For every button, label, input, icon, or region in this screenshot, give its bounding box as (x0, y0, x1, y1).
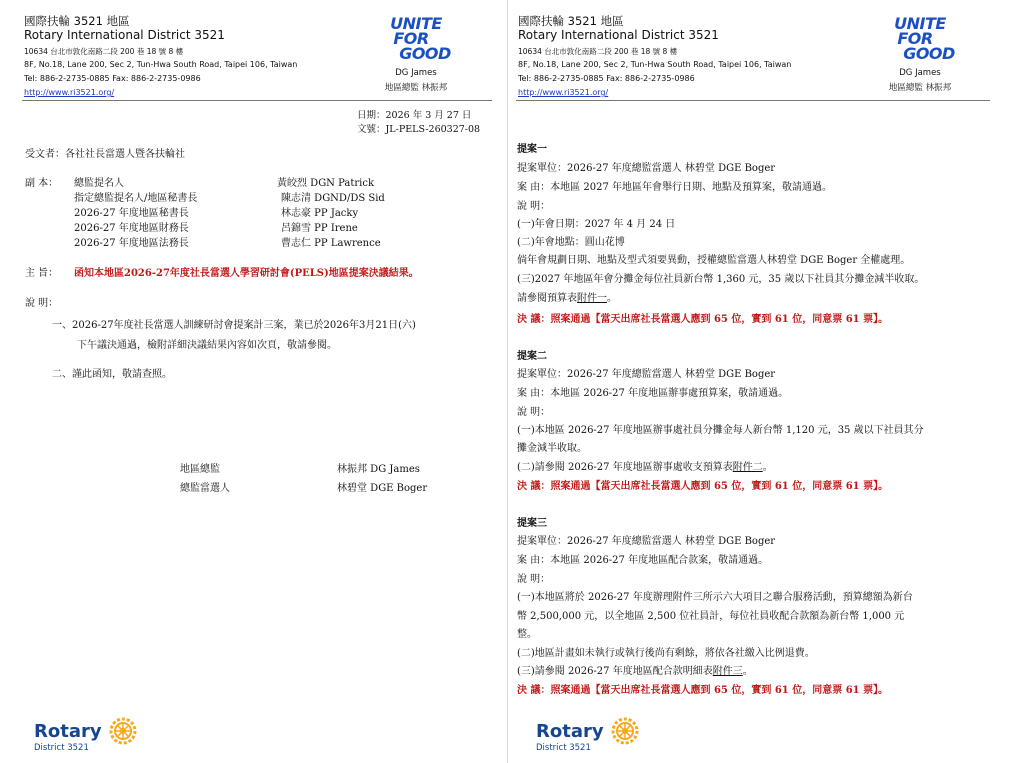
logo-line-2: FOR (897, 29, 933, 48)
sign-name-1: 林振邦 DG James (337, 464, 420, 475)
district-en-title: Rotary International District 3521 (24, 28, 225, 42)
cc-role-4: 2026-27 年度地區財務長 (74, 223, 189, 234)
logo-line-2: FOR (393, 29, 429, 48)
rotary-district: District 3521 (536, 743, 591, 753)
proposal-3-line-1: (一)本地區將於 2026-27 年度辦理附件三所示六大項目之聯合服務活動，預算總額為新台 (517, 592, 913, 603)
proposal-2-case: 案 由：本地區 2026-27 年度地區辦事處預算案，敬請通過。 (517, 388, 789, 399)
proposal-2-line-1: (一)本地區 2026-27 年度地區辦事處社員分攤金每人新台幣 1,120 元，35 歲以下社員其分 (517, 425, 924, 436)
proposal-3-explain: 說 明： (517, 574, 551, 585)
explain-item-1b: 下午議決通過，檢附詳細決議結果內容如次頁，敬請參閱。 (77, 340, 337, 351)
letterhead (24, 14, 297, 100)
proposal-3-title: 提案三 (517, 518, 547, 529)
header-divider (516, 100, 990, 101)
district-zh-title: 國際扶輪 3521 地區 (518, 14, 624, 28)
cc-role-1: 總監提名人 (74, 178, 124, 189)
proposal-3-resolution: 決 議：照案通過【當天出席社長當選人應到 65 位，實到 61 位，同意票 61 票】。 (517, 685, 889, 696)
district-en-title: Rotary International District 3521 (518, 28, 719, 42)
subject-text: 函知本地區2026-27年度社長當選人學習研討會(PELS)地區提案決議結果。 (74, 268, 419, 279)
proposal-1-resolution: 決 議：照案通過【當天出席社長當選人應到 65 位，實到 61 位，同意票 61 票】。 (517, 314, 889, 325)
logo-wordmark (870, 16, 970, 61)
district-zh-title: 國際扶輪 3521 地區 (24, 14, 130, 28)
unite-for-good-logo (870, 16, 970, 93)
cc-role-3: 2026-27 年度地區秘書長 (74, 208, 189, 219)
proposal-2-line-2: 攤金減半收取。 (517, 443, 587, 454)
governor-zh: 地區總監 林振邦 (888, 83, 952, 93)
proposal-2-explain: 說 明： (517, 407, 551, 418)
proposal-1-unit: 提案單位：2026-27 年度總監當選人 林碧堂 DGE Boger (517, 163, 776, 174)
website-link[interactable]: http://www.ri3521.org/ (518, 88, 609, 97)
logo-line-1: UNITE (390, 14, 442, 33)
cc-label: 副 本： (25, 178, 59, 189)
cc-name-5: 曹志仁 PP Lawrence (281, 238, 381, 249)
logo-line-1: UNITE (894, 14, 946, 33)
logo-line-3: GOOD (399, 44, 451, 63)
unite-for-good-logo (366, 16, 466, 93)
letter-date: 日期：2026 年 3 月 27 日 (357, 110, 472, 121)
recipient: 受文者：各社社長當選人暨各扶輪社 (25, 149, 185, 160)
address-en: 8F, No.18, Lane 200, Sec 2, Tun-Hwa South Road, Taipei 106, Taiwan (24, 60, 298, 69)
sign-title-1: 地區總監 (180, 464, 220, 475)
proposal-3-line-2: 幣 2,500,000 元，以全地區 2,500 位社員計，每位社員收配合款額為新台幣 1,000 元 (517, 611, 905, 622)
rotary-district: District 3521 (34, 743, 89, 753)
cc-name-2: 陳志清 DGND/DS Sid (281, 193, 385, 204)
subject-label: 主 旨： (25, 268, 59, 279)
sign-title-2: 總監當選人 (180, 483, 230, 494)
proposal-3-line-4: (二)地區計畫如未執行或執行後尚有剩餘，將依各社繳入比例退費。 (517, 648, 815, 659)
governor-en: DG James (395, 68, 437, 78)
proposal-1-line-2: (二)年會地點：圓山花博 (517, 237, 625, 248)
explain-item-1a: 一、2026-27年度社長當選人訓練研討會提案計三案，業已於2026年3月21日(六) (52, 320, 416, 331)
address-en: 8F, No.18, Lane 200, Sec 2, Tun-Hwa South Road, Taipei 106, Taiwan (518, 60, 792, 69)
explain-item-2: 二、謹此函知，敬請查照。 (52, 369, 172, 380)
proposal-2-resolution: 決 議：照案通過【當天出席社長當選人應到 65 位，實到 61 位，同意票 61 票】。 (517, 481, 889, 492)
explain-label: 說 明： (25, 298, 59, 309)
rotary-wordmark: Rotary (34, 720, 102, 742)
rotary-wheel-icon (109, 717, 137, 745)
cc-role-5: 2026-27 年度地區法務長 (74, 238, 189, 249)
letter-page-1 (0, 0, 506, 763)
cc-name-4: 呂錦雪 PP Irene (281, 223, 358, 234)
contact-tel-fax: Tel: 886-2-2735-0885 Fax: 886-2-2735-0986 (518, 74, 695, 83)
proposal-1-case: 案 由：本地區 2027 年地區年會舉行日期、地點及預算案，敬請通過。 (517, 182, 832, 193)
rotary-logo (34, 717, 137, 753)
proposal-1-explain: 說 明： (517, 201, 551, 212)
proposal-3-line-3: 整。 (517, 629, 537, 640)
sign-name-2: 林碧堂 DGE Boger (337, 483, 428, 494)
contact-tel-fax: Tel: 886-2-2735-0885 Fax: 886-2-2735-0986 (24, 74, 201, 83)
attachment-3-link[interactable]: 附件三 (712, 666, 743, 677)
proposal-3-line-5: (三)請參閱 2026-27 年度地區配合款明細表附件三。 (517, 666, 753, 677)
proposal-1-line-4: (三)2027 年地區年會分攤金每位社員新台幣 1,360 元，35 歲以下社員其分攤金減半收取。 (517, 274, 925, 285)
rotary-wordmark: Rotary (536, 720, 604, 742)
letter-ref-number: 文號：JL-PELS-260327-08 (357, 124, 481, 135)
logo-wordmark (366, 16, 466, 61)
website-link[interactable]: http://www.ri3521.org/ (24, 88, 115, 97)
proposal-1-line-5: 請參閱預算表附件一。 (517, 293, 617, 304)
proposal-1-line-3: 倘年會規劃日期、地點及型式須要異動，授權總監當選人林碧堂 DGE Boger 全權處理。 (517, 255, 911, 266)
letterhead (518, 14, 791, 100)
governor-zh: 地區總監 林振邦 (384, 83, 448, 93)
proposal-3-case: 案 由：本地區 2026-27 年度地區配合款案，敬請通過。 (517, 555, 769, 566)
cc-role-2: 指定總監提名人/地區秘書長 (74, 193, 198, 204)
cc-name-1: 黃皎烈 DGN Patrick (277, 178, 375, 189)
address-zh: 10634 台北市敦化南路二段 200 巷 18 號 8 樓 (518, 47, 678, 56)
logo-line-3: GOOD (903, 44, 955, 63)
letter-page-2 (512, 0, 1018, 763)
cc-name-3: 林志豪 PP Jacky (281, 208, 359, 219)
rotary-wheel-icon (611, 717, 639, 745)
proposal-2-line-3: (二)請參閱 2026-27 年度地區辦事處收支預算表附件二。 (517, 462, 773, 473)
attachment-1-link[interactable]: 附件一 (577, 293, 607, 304)
proposal-1-line-1: (一)年會日期：2027 年 4 月 24 日 (517, 219, 676, 230)
proposal-2-unit: 提案單位：2026-27 年度總監當選人 林碧堂 DGE Boger (517, 369, 776, 380)
attachment-2-link[interactable]: 附件二 (732, 462, 763, 473)
proposal-2-title: 提案二 (517, 351, 547, 362)
proposal-3-unit: 提案單位：2026-27 年度總監當選人 林碧堂 DGE Boger (517, 536, 776, 547)
page-separator (507, 0, 508, 763)
governor-en: DG James (899, 68, 941, 78)
header-divider (22, 100, 492, 101)
proposal-1-title: 提案一 (517, 144, 547, 155)
rotary-logo (536, 717, 639, 753)
address-zh: 10634 台北市敦化南路二段 200 巷 18 號 8 樓 (24, 47, 184, 56)
